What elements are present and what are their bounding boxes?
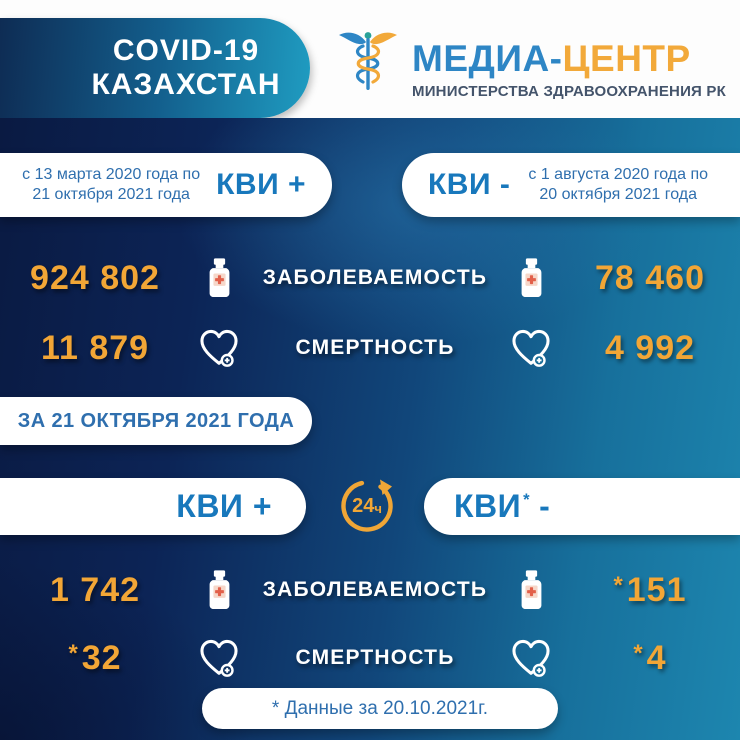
brand-title-media: МЕДИА- <box>412 38 563 79</box>
heart-health-icon <box>190 327 248 369</box>
daily-kvi-minus-pill <box>424 478 740 535</box>
media-center-brand <box>336 26 726 102</box>
24h-icon <box>334 473 400 539</box>
badge-covid-title: COVID-19 <box>112 34 260 68</box>
period-line-2: 20 октября 2021 года <box>539 186 697 203</box>
24h-text <box>334 473 400 539</box>
daily-incidence-kvi-plus-value: 1 742 <box>49 570 141 609</box>
daily-mortality-kvi-minus-value: *4 <box>633 638 667 677</box>
daily-mortality-row <box>0 628 740 688</box>
medicine-bottle-icon <box>502 257 560 299</box>
period-line-1: с 13 марта 2020 года по <box>22 165 201 183</box>
24h-unit: ч <box>374 501 382 516</box>
cumulative-incidence-row <box>0 248 740 308</box>
medicine-bottle-icon <box>502 569 560 611</box>
brand-title-center: ЦЕНТР <box>562 38 691 79</box>
incidence-label: ЗАБОЛЕВАЕМОСТЬ <box>262 266 488 289</box>
cumulative-incidence-kvi-minus-value: 78 460 <box>595 258 705 297</box>
footnote-pill: * Данные за 20.10.2021г. <box>202 688 558 729</box>
cumulative-mortality-row <box>0 318 740 378</box>
kvi-minus-label: КВИ - <box>428 168 511 201</box>
mortality-label: СМЕРТНОСТЬ <box>295 646 455 669</box>
brand-title <box>412 40 726 77</box>
period-line-2: 21 октября 2021 года <box>32 186 190 203</box>
heart-health-icon <box>190 637 248 679</box>
daily-kvi-plus-label: КВИ + <box>176 488 272 524</box>
kvi-plus-period <box>22 165 200 206</box>
cumulative-mortality-kvi-plus-value: 11 879 <box>40 328 150 367</box>
24h-number: 24 <box>352 494 375 517</box>
kvi-minus-period-pill <box>402 153 740 217</box>
brand-subtitle: МИНИСТЕРСТВА ЗДРАВООХРАНЕНИЯ РК <box>412 83 726 100</box>
header <box>0 0 740 118</box>
cumulative-mortality-kvi-minus-value: 4 992 <box>604 328 696 367</box>
medicine-bottle-icon <box>190 569 248 611</box>
stats-panel <box>0 118 740 740</box>
daily-incidence-kvi-minus-value: *151 <box>613 570 687 609</box>
badge-country-title: КАЗАХСТАН <box>91 68 281 101</box>
kvi-minus-period <box>528 165 708 206</box>
covid-kazakhstan-badge <box>0 18 310 118</box>
daily-kvi-minus-label: КВИ * - <box>454 488 551 524</box>
period-line-1: с 1 августа 2020 года по <box>528 165 709 183</box>
cumulative-incidence-kvi-plus-value: 924 802 <box>30 258 160 297</box>
daily-incidence-row <box>0 560 740 620</box>
kvi-plus-period-pill <box>0 153 332 217</box>
caduceus-icon <box>336 26 400 102</box>
incidence-label: ЗАБОЛЕВАЕМОСТЬ <box>262 578 488 601</box>
daily-kvi-plus-pill <box>0 478 306 535</box>
mortality-label: СМЕРТНОСТЬ <box>295 336 455 359</box>
heart-health-icon <box>502 327 560 369</box>
heart-health-icon <box>502 637 560 679</box>
medicine-bottle-icon <box>190 257 248 299</box>
kvi-plus-label: КВИ + <box>216 168 306 201</box>
brand-text <box>412 40 726 100</box>
daily-date-banner: ЗА 21 ОКТЯБРЯ 2021 ГОДА <box>0 397 312 445</box>
daily-mortality-kvi-plus-value: *32 <box>68 638 122 677</box>
